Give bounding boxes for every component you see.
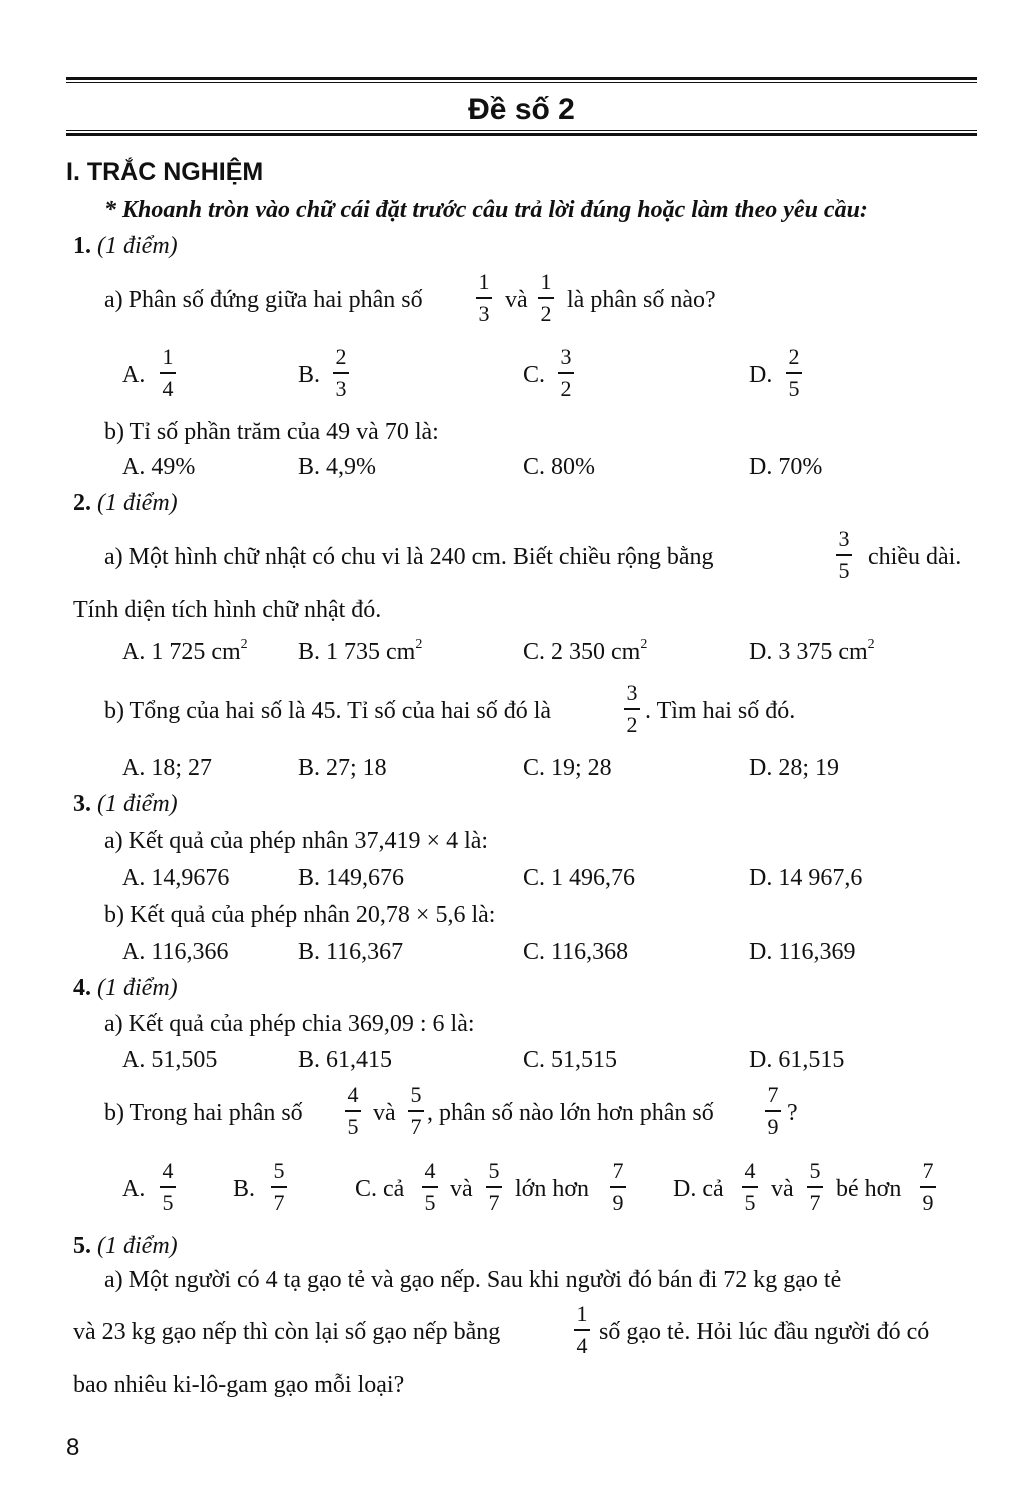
- q4b-option-d-text2: bé hơn: [836, 1176, 902, 1202]
- denominator: 5: [838, 557, 850, 583]
- q2a-option-d: [749, 637, 875, 665]
- numerator: 1: [478, 269, 490, 294]
- q2b-option-b: B. 27; 18: [298, 755, 387, 781]
- denominator: 9: [612, 1189, 624, 1215]
- numerator: 4: [162, 1158, 174, 1183]
- q2-header: [73, 491, 178, 515]
- q1b-text: b) Tỉ số phần trăm của 49 và 70 là:: [104, 419, 439, 445]
- q4a-text: a) Kết quả của phép chia 369,09 : 6 là:: [104, 1011, 475, 1037]
- q3a-option-c: C. 1 496,76: [523, 865, 636, 891]
- q2-points: (1 điểm): [97, 490, 178, 516]
- q4b-option-b-fraction: [268, 1160, 290, 1214]
- q2a-text1: a) Một hình chữ nhật có chu vi là 240 cm. Biết chiều rộng bằng: [104, 544, 714, 570]
- q2a-option-a: [122, 637, 248, 665]
- option-text: A. 1 725 cm: [122, 639, 241, 665]
- numerator: 3: [560, 344, 572, 369]
- denominator: 5: [744, 1189, 756, 1215]
- q4b-mid: và: [373, 1100, 396, 1126]
- q5-points: (1 điểm): [97, 1233, 178, 1259]
- numerator: 5: [809, 1158, 821, 1183]
- denominator: 2: [560, 375, 572, 401]
- top-rule-thin: [66, 82, 977, 83]
- q2-number: 2.: [73, 490, 91, 516]
- q4b-option-c-fraction-3: [607, 1160, 629, 1214]
- q1-header: [73, 234, 178, 258]
- q1-number: 1.: [73, 233, 91, 259]
- q4b-option-d-mid: và: [771, 1176, 794, 1202]
- q2b-text1: b) Tổng của hai số là 45. Tỉ số của hai số đó là: [104, 698, 552, 724]
- q1a-option-d-fraction: [783, 346, 805, 400]
- denominator: 2: [626, 711, 638, 737]
- numerator: 3: [838, 526, 850, 551]
- q4b-fraction-2: [405, 1084, 427, 1138]
- q1a-mid: và: [505, 287, 528, 313]
- q1a-text2: là phân số nào?: [567, 287, 716, 313]
- denominator: 5: [424, 1189, 436, 1215]
- q4a-option-d: D. 61,515: [749, 1047, 845, 1073]
- q4b-option-d-fraction-1: [739, 1160, 761, 1214]
- option-text: D. 3 375 cm: [749, 639, 868, 665]
- q2a-text3: Tính diện tích hình chữ nhật đó.: [73, 597, 382, 623]
- denominator: 7: [410, 1113, 422, 1139]
- denominator: 3: [478, 300, 490, 326]
- superscript: 2: [867, 637, 875, 652]
- numerator: 2: [335, 344, 347, 369]
- denominator: 7: [809, 1189, 821, 1215]
- top-rule-thick: [66, 77, 977, 80]
- denominator: 3: [335, 375, 347, 401]
- numerator: 5: [273, 1158, 285, 1183]
- q4-header: [73, 976, 178, 1000]
- numerator: 3: [626, 680, 638, 705]
- q4b-option-c-fraction-2: [483, 1160, 505, 1214]
- q2a-fraction: [833, 528, 855, 582]
- q4b-text1: b) Trong hai phân số: [104, 1100, 303, 1126]
- q1a-option-c-fraction: [555, 346, 577, 400]
- q5a-line3: bao nhiêu ki-lô-gam gạo mỗi loại?: [73, 1372, 405, 1398]
- q3a-option-a: A. 14,9676: [122, 865, 230, 891]
- q3-points: (1 điểm): [97, 791, 178, 817]
- denominator: 9: [767, 1113, 779, 1139]
- q2b-text2: . Tìm hai số đó.: [645, 698, 796, 724]
- q4-number: 4.: [73, 975, 91, 1001]
- section-heading: I. TRẮC NGHIỆM: [66, 158, 264, 186]
- q2a-text2: chiều dài.: [868, 544, 962, 570]
- q3b-option-a: A. 116,366: [122, 939, 229, 965]
- numerator: 7: [612, 1158, 624, 1183]
- q1a-option-d-label: D.: [749, 362, 773, 388]
- q2b-option-c: C. 19; 28: [523, 755, 612, 781]
- q1a-option-b-fraction: [330, 346, 352, 400]
- denominator: 5: [788, 375, 800, 401]
- q4b-option-c-text2: lớn hơn: [515, 1176, 590, 1202]
- q1b-option-a: A. 49%: [122, 454, 196, 480]
- q1a-fraction-2: [535, 271, 557, 325]
- q1b-option-d: D. 70%: [749, 454, 823, 480]
- q4b-fraction-3: [762, 1084, 784, 1138]
- denominator: 5: [347, 1113, 359, 1139]
- q4a-option-c: C. 51,515: [523, 1047, 618, 1073]
- numerator: 4: [424, 1158, 436, 1183]
- page-title: Đề số 2: [468, 93, 575, 126]
- numerator: 5: [488, 1158, 500, 1183]
- numerator: 1: [540, 269, 552, 294]
- option-text: C. 2 350 cm: [523, 639, 641, 665]
- option-text: B. 1 735 cm: [298, 639, 416, 665]
- q1a-option-b-label: B.: [298, 362, 321, 388]
- q1-points: (1 điểm): [97, 233, 178, 259]
- q5-number: 5.: [73, 1233, 91, 1259]
- q2a-option-c: [523, 637, 648, 665]
- q5-header: [73, 1234, 178, 1258]
- q4b-option-b-label: B.: [233, 1176, 256, 1202]
- q4b-option-d-fraction-2: [804, 1160, 826, 1214]
- q1a-option-c-label: C.: [523, 362, 546, 388]
- denominator: 5: [162, 1189, 174, 1215]
- q4b-fraction-1: [342, 1084, 364, 1138]
- q4b-text3: ?: [787, 1100, 798, 1126]
- q3a-option-d: D. 14 967,6: [749, 865, 863, 891]
- q1a-text1: a) Phân số đứng giữa hai phân số: [104, 287, 423, 313]
- denominator: 4: [576, 1332, 588, 1358]
- q2b-option-d: D. 28; 19: [749, 755, 839, 781]
- q1b-option-b: B. 4,9%: [298, 454, 376, 480]
- q4b-option-d-fraction-3: [917, 1160, 939, 1214]
- q5a-fraction: [571, 1303, 593, 1357]
- q1b-option-c: C. 80%: [523, 454, 595, 480]
- superscript: 2: [415, 637, 423, 652]
- numerator: 7: [922, 1158, 934, 1183]
- numerator: 5: [410, 1082, 422, 1107]
- q2b-option-a: A. 18; 27: [122, 755, 212, 781]
- q4b-option-c-text1: C. cả: [355, 1176, 405, 1202]
- denominator: 2: [540, 300, 552, 326]
- q3a-text: a) Kết quả của phép nhân 37,419 × 4 là:: [104, 828, 489, 854]
- q4a-option-a: A. 51,505: [122, 1047, 218, 1073]
- q3b-option-c: C. 116,368: [523, 939, 629, 965]
- denominator: 7: [273, 1189, 285, 1215]
- q4a-option-b: B. 61,415: [298, 1047, 393, 1073]
- denominator: 9: [922, 1189, 934, 1215]
- q3a-option-b: B. 149,676: [298, 865, 405, 891]
- q3-number: 3.: [73, 791, 91, 817]
- q5a-line2b: số gạo tẻ. Hỏi lúc đầu người đó có: [599, 1319, 930, 1345]
- q1a-option-a-fraction: [157, 346, 179, 400]
- q2b-fraction: [621, 682, 643, 736]
- q4-points: (1 điểm): [97, 975, 178, 1001]
- q4b-option-d-text1: D. cả: [673, 1176, 724, 1202]
- q4b-option-a-label: A.: [122, 1176, 146, 1202]
- superscript: 2: [240, 637, 248, 652]
- q3b-option-b: B. 116,367: [298, 939, 404, 965]
- q2a-option-b: [298, 637, 423, 665]
- q4b-option-c-fraction-1: [419, 1160, 441, 1214]
- q4b-option-c-mid: và: [450, 1176, 473, 1202]
- q3-header: [73, 792, 178, 816]
- q4b-text2: , phân số nào lớn hơn phân số: [427, 1100, 714, 1126]
- q4b-option-a-fraction: [157, 1160, 179, 1214]
- numerator: 4: [744, 1158, 756, 1183]
- bottom-rule-thick: [66, 133, 977, 136]
- numerator: 1: [162, 344, 174, 369]
- numerator: 7: [767, 1082, 779, 1107]
- bottom-rule-thin: [66, 130, 977, 131]
- q3b-option-d: D. 116,369: [749, 939, 856, 965]
- q1a-fraction-1: [473, 271, 495, 325]
- denominator: 7: [488, 1189, 500, 1215]
- q3b-text: b) Kết quả của phép nhân 20,78 × 5,6 là:: [104, 902, 496, 928]
- numerator: 4: [347, 1082, 359, 1107]
- numerator: 1: [576, 1301, 588, 1326]
- q1a-option-a-label: A.: [122, 362, 146, 388]
- page-number: 8: [66, 1434, 80, 1461]
- numerator: 2: [788, 344, 800, 369]
- superscript: 2: [640, 637, 648, 652]
- denominator: 4: [162, 375, 174, 401]
- instruction: * Khoanh tròn vào chữ cái đặt trước câu trả lời đúng hoặc làm theo yêu cầu:: [104, 197, 868, 223]
- q5a-line1: a) Một người có 4 tạ gạo tẻ và gạo nếp. Sau khi người đó bán đi 72 kg gạo tẻ: [104, 1267, 842, 1293]
- q5a-line2a: và 23 kg gạo nếp thì còn lại số gạo nếp bằng: [73, 1319, 501, 1345]
